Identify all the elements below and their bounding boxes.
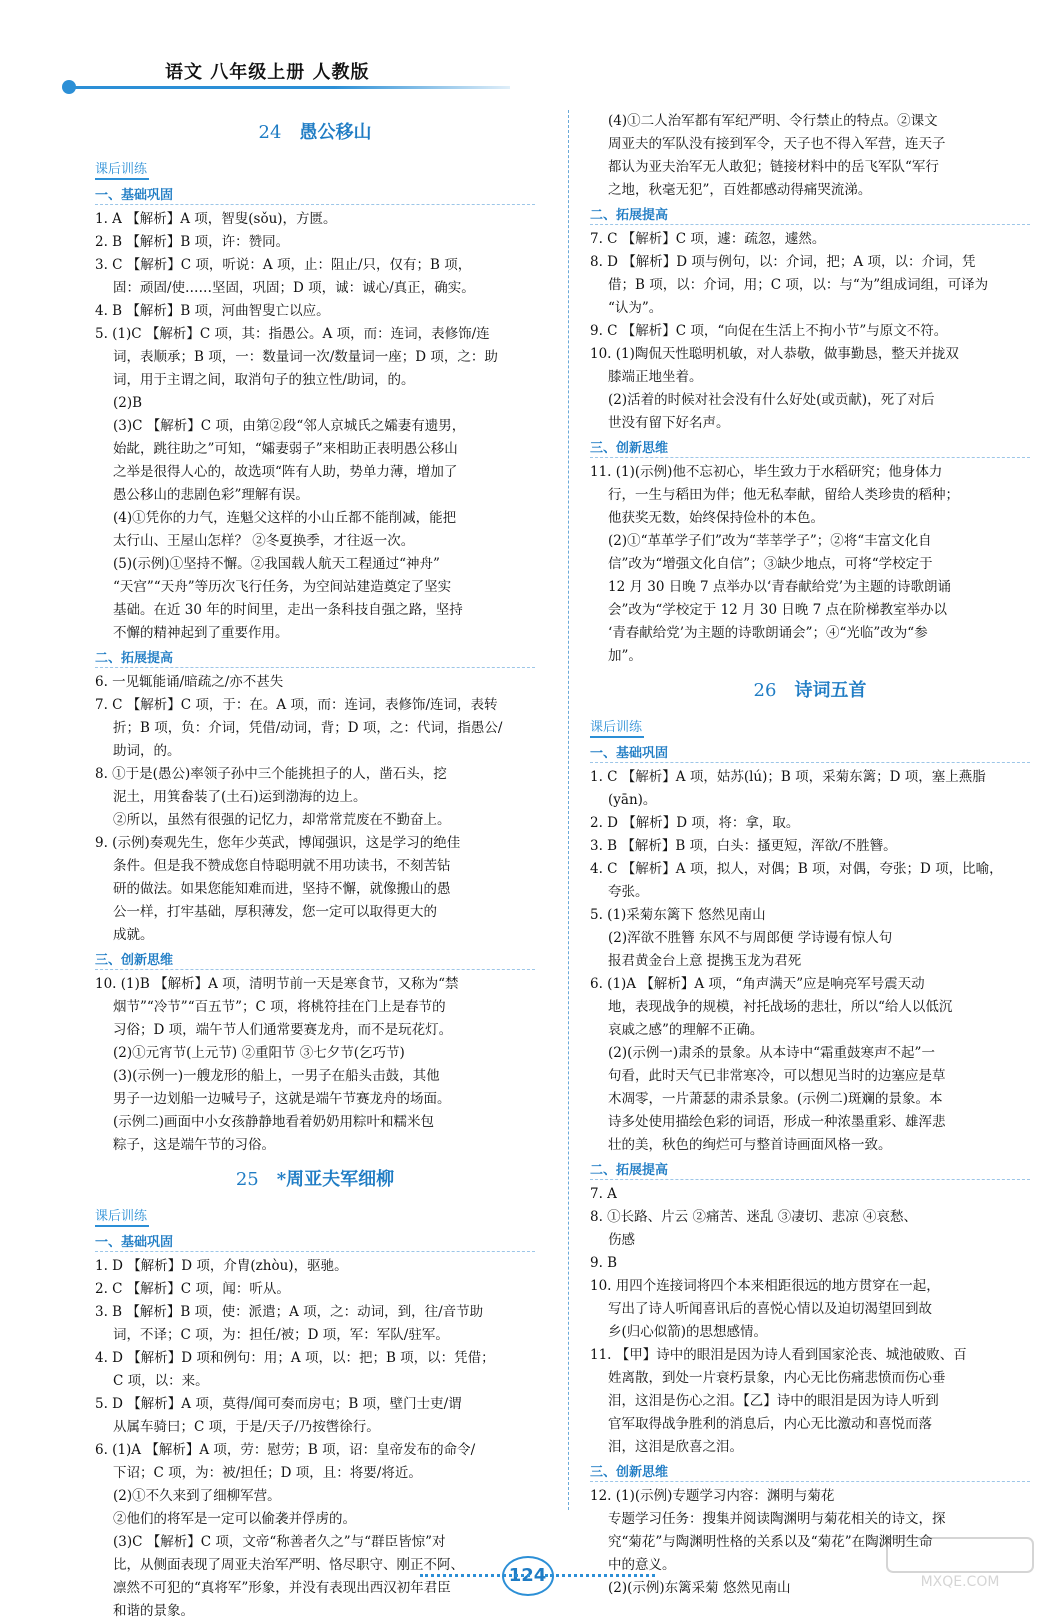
answer-line: 木凋零，一片萧瑟的肃杀景象。(示例二)斑斓的景象。本 xyxy=(608,1091,943,1107)
answer-line: 专题学习任务：搜集并阅读陶渊明与菊花相关的诗文，探 xyxy=(608,1511,946,1527)
answer-line: 从属车骑曰；C 项，于是/天子/乃按辔徐行。 xyxy=(113,1419,380,1435)
answer-line: 地，表现战争的规模，衬托战场的悲壮，所以“给人以低沉 xyxy=(608,999,953,1015)
answer-line: 行，一生与稻田为伴；他无私奉献，留给人类珍贵的稻种； xyxy=(608,487,959,503)
answer-line: 2. C 【解析】C 项，闻：听从。 xyxy=(95,1281,290,1297)
answer-line: 乡(归心似箭)的思想感情。 xyxy=(608,1324,768,1340)
answer-line: 1. A 【解析】A 项，智叟(sǒu)，方匮。 xyxy=(95,211,337,227)
answer-line: 8. D 【解析】D 项与例句，以：介词，把；A 项，以：介词，凭 xyxy=(590,254,976,270)
answer-line: (2)①元宵节(上元节) ②重阳节 ③七夕节(乞巧节) xyxy=(113,1045,405,1061)
section-heading: 三、创新思维 xyxy=(590,437,1030,458)
answer-line: 泪，这泪是伤心之泪。【乙】诗中的眼泪是因为诗人听到 xyxy=(608,1393,939,1409)
answer-block xyxy=(590,461,1030,668)
lesson-25-title: 25 *周亚夫军细柳 xyxy=(235,1169,395,1190)
answer-line: 6. (1)A 【解析】A 项，劳：慰劳；B 项，诏：皇帝发布的命令/ xyxy=(95,1442,476,1458)
answer-line: 5. (1)C 【解析】C 项，其：指愚公。A 项，而：连词，表修饰/连 xyxy=(95,326,490,342)
answer-line: 句看，此时天气已非常寒冷，可以想见当时的边塞应是草 xyxy=(608,1068,946,1084)
answer-line: (4)①二人治军都有军纪严明、令行禁止的特点。②课文 xyxy=(608,113,938,129)
answer-line: 11. (1)(示例)他不忘初心，毕生致力于水稻研究；他身体力 xyxy=(590,464,943,480)
answer-line: 习俗；D 项，端午节人们通常要赛龙舟，而不是玩花灯。 xyxy=(113,1022,453,1038)
answer-line: ‘青春献给党’为主题的诗歌朗诵会”；④“光临”改为“参 xyxy=(608,625,928,641)
answer-line: 词，不译；C 项，为：担任/被；D 项，军：军队/驻军。 xyxy=(113,1327,449,1343)
answer-line: (2)(示例)东篱采菊 悠然见南山 xyxy=(608,1580,791,1596)
answer-line: 成就。 xyxy=(113,927,154,943)
answer-line: C 项，以：来。 xyxy=(113,1373,209,1389)
answer-line: 男子一边划船一边喊号子，这就是端午节赛龙舟的场面。 xyxy=(113,1091,451,1107)
answer-line: 7. A xyxy=(590,1186,617,1202)
answer-line: 泪，这泪是欣喜之泪。 xyxy=(608,1439,743,1455)
answer-line: 研的做法。如果您能知难而进，坚持不懈，就像搬山的愚 xyxy=(113,881,451,897)
column-divider xyxy=(568,110,569,1510)
right-column xyxy=(590,110,1030,1600)
answer-line: 究“菊花”与陶渊明性格的关系以及“菊花”在陶渊明生命 xyxy=(608,1534,933,1550)
exercise-tag: 课后训练 xyxy=(95,1205,149,1227)
answer-line: 信”改为“增强文化自信”；③缺少地点，可将“学校定于 xyxy=(608,556,933,572)
exercise-tag: 课后训练 xyxy=(95,158,149,180)
answer-line: 6. (1)A 【解析】A 项，“角声满天”应是响亮军号震天动 xyxy=(590,976,925,992)
answer-line: 太行山、王屋山怎样？ ②冬夏换季，才往返一次。 xyxy=(113,533,415,549)
footer-dots-right xyxy=(545,1574,655,1577)
answer-line: 基础。在近 30 年的时间里，走出一条科技自强之路，坚持 xyxy=(113,602,463,618)
exercise-tag: 课后训练 xyxy=(590,716,644,738)
answer-line: 哀戚之感”的理解不正确。 xyxy=(608,1022,764,1038)
answer-line: 1. C 【解析】A 项，姑苏(lú)；B 项，采菊东篱；D 项，塞上燕脂 xyxy=(590,769,986,785)
answer-line: (2)B xyxy=(113,395,143,411)
answer-line: 烟节”“冷节”“百五节”；C 项，将桃符挂在门上是春节的 xyxy=(113,999,446,1015)
answer-line: (示例二)画面中小女孩静静地看着奶奶用粽叶和糯米包 xyxy=(113,1114,435,1130)
section-heading: 三、创新思维 xyxy=(95,949,535,970)
answer-line: 夸张。 xyxy=(608,884,649,900)
answer-line: ②他们的将军是一定可以偷袭并俘虏的。 xyxy=(113,1511,356,1527)
answer-line: 词，用于主谓之间，取消句子的独立性/助词，的。 xyxy=(113,372,415,388)
answer-line: 3. C 【解析】C 项，听说：A 项，止：阻止/只，仅有；B 项， xyxy=(95,257,472,273)
answer-line: 粽子，这是端午节的习俗。 xyxy=(113,1137,275,1153)
answer-line: 官军取得战争胜利的消息后，内心无比激动和喜悦而落 xyxy=(608,1416,932,1432)
answer-line: 会”改为“学校定于 12 月 30 日晚 7 点在阶梯教室举办以 xyxy=(608,602,947,618)
answer-line: (2)(示例一)肃杀的景象。从本诗中“霜重鼓寒声不起”一 xyxy=(608,1045,935,1061)
answer-line: 5. (1)采菊东篱下 悠然见南山 xyxy=(590,907,766,923)
lesson-24-title: 24 愚公移山 xyxy=(258,122,372,143)
section-heading: 一、基础巩固 xyxy=(590,742,1030,763)
answer-line: 4. C 【解析】A 项，拟人，对偶；B 项，对偶，夸张；D 项，比喻， xyxy=(590,861,1003,877)
answer-line: (3)(示例一)一艘龙形的船上，一男子在船头击鼓，其他 xyxy=(113,1068,440,1084)
answer-block xyxy=(590,1183,1030,1459)
section-heading: 一、基础巩固 xyxy=(95,184,535,205)
answer-line: (2)①“革革学子们”改为“莘莘学子”；②将“丰富文化自 xyxy=(608,533,932,549)
answer-line: (yān)。 xyxy=(608,792,657,808)
answer-line: 壮的美，秋色的绚烂可与整首诗画面风格一致。 xyxy=(608,1137,892,1153)
answer-line: 1. D 【解析】D 项，介胄(zhòu)，驱驰。 xyxy=(95,1258,348,1274)
answer-line: 始龀，跳往助之”可知，“孀妻弱子”来相助正表明愚公移山 xyxy=(113,441,458,457)
answer-line: 中的意义。 xyxy=(608,1557,676,1573)
answer-line: 9. B xyxy=(590,1255,618,1271)
answer-line: 写出了诗人听闻喜讯后的喜悦心情以及迫切渴望回到故 xyxy=(608,1301,932,1317)
answer-line: 不懈的精神起到了重要作用。 xyxy=(113,625,289,641)
answer-line: 3. B 【解析】B 项，白头：搔更短，浑欲/不胜簪。 xyxy=(590,838,897,854)
answer-line: 12 月 30 日晚 7 点举办以‘青春献给党’为主题的诗歌朗诵 xyxy=(608,579,951,595)
footer-dots-left xyxy=(420,1574,530,1577)
answer-line: 5. D 【解析】A 项，莫得/闻可奏而房屯；B 项，壁门士吏/谓 xyxy=(95,1396,462,1412)
answer-line: 泥土，用箕畚装了(土石)运到渤海的边上。 xyxy=(113,789,367,805)
answer-line: 词，表顺承；B 项，一：数量词一次/数量词一座；D 项，之：助 xyxy=(113,349,498,365)
answer-line: 凛然不可犯的“真将军”形象，并没有表现出西汉初年君臣 xyxy=(113,1580,451,1596)
answer-line: 助词，的。 xyxy=(113,743,181,759)
watermark-logo xyxy=(885,1536,1035,1592)
answer-line: (2)活着的时候对社会没有什么好处(或贡献)，死了对后 xyxy=(608,392,935,408)
answer-line: 之地，秋毫无犯”，百姓都感动得痛哭流涕。 xyxy=(608,182,872,198)
answer-line: (2)浑欲不胜簪 东风不与周郎便 学诗谩有惊人句 xyxy=(608,930,893,946)
answer-line: 之举是很得人心的，故选项“阵有人助，势单力薄，增加了 xyxy=(113,464,458,480)
answer-line: 10. (1)B 【解析】A 项，清明节前一天是寒食节，又称为“禁 xyxy=(95,976,459,992)
answer-line: 6. 一见辄能诵/暗疏之/亦不甚失 xyxy=(95,674,284,690)
section-heading: 二、拓展提高 xyxy=(590,204,1030,225)
page-number: 124 xyxy=(502,1556,554,1596)
answer-block xyxy=(590,110,1030,202)
section-heading: 二、拓展提高 xyxy=(590,1159,1030,1180)
answer-line: 报君黄金台上意 提携玉龙为君死 xyxy=(608,953,802,969)
answer-line: 下诏；C 项，为：被/担任；D 项，且：将要/将近。 xyxy=(113,1465,422,1481)
answer-line: 10. (1)陶侃天性聪明机敏，对人恭敬，做事勤恳，整天并拢双 xyxy=(590,346,959,362)
answer-line: 7. C 【解析】C 项，遽：疏忽，遽然。 xyxy=(590,231,826,247)
answer-line: 8. ①于是(愚公)率领子孙中三个能挑担子的人，凿石头，挖 xyxy=(95,766,447,782)
answer-line: (3)C 【解析】C 项，文帝“称善者久之”与“群臣皆惊”对 xyxy=(113,1534,446,1550)
answer-line: 10. 用四个连接词将四个本来相距很远的地方贯穿在一起， xyxy=(590,1278,940,1294)
watermark-text: MXQE.COM xyxy=(920,1574,1000,1590)
answer-block xyxy=(590,228,1030,435)
answer-line: 诗多处使用描绘色彩的词语，形成一种浓墨重彩、雄浑悲 xyxy=(608,1114,946,1130)
answer-line: (3)C 【解析】C 项，由第②段“邻人京城氏之孀妻有遗男， xyxy=(113,418,466,434)
header-rule xyxy=(70,86,510,89)
answer-line: 4. D 【解析】D 项和例句：用；A 项，以：把；B 项，以：凭借； xyxy=(95,1350,495,1366)
answer-line: 周亚夫的军队没有接到军令，天子也不得入军营，连天子 xyxy=(608,136,946,152)
answer-line: 借；B 项，以：介词，用；C 项，以：与“为”组成词组，可译为 xyxy=(608,277,989,293)
answer-line: 折；B 项，负：介词，凭借/动词，背；D 项，之：代词，指愚公/ xyxy=(113,720,503,736)
answer-line: “认为”。 xyxy=(608,300,663,316)
answer-line: 9. (示例)奏观先生，您年少英武，博闻强识，这是学习的绝佳 xyxy=(95,835,461,851)
left-column xyxy=(95,110,535,1623)
answer-line: “天宫”“天舟”等历次飞行任务，为空间站建造奠定了坚实 xyxy=(113,579,452,595)
answer-line: 12. (1)(示例)专题学习内容：渊明与菊花 xyxy=(590,1488,835,1504)
section-heading: 三、创新思维 xyxy=(590,1461,1030,1482)
answer-line: 11. 【甲】诗中的眼泪是因为诗人看到国家沦丧、城池破败、百 xyxy=(590,1347,967,1363)
answer-line: 都认为亚夫治军无人敢犯；链接材料中的岳飞军队“军行 xyxy=(608,159,939,175)
answer-line: 9. C 【解析】C 项，“向促在生活上不拘小节”与原文不符。 xyxy=(590,323,948,339)
answer-line: 8. ①长路、片云 ②痛苦、迷乱 ③凄切、悲凉 ④哀愁、 xyxy=(590,1209,918,1225)
answer-line: 7. C 【解析】C 项，于：在。A 项，而：连词，表修饰/连词，表转 xyxy=(95,697,498,713)
answer-line: 加”。 xyxy=(608,648,642,664)
answer-line: 4. B 【解析】B 项，河曲智叟亡以应。 xyxy=(95,303,330,319)
answer-line: 姓离散，到处一片衰朽景象，内心无比伤痛悲愤而伤心垂 xyxy=(608,1370,946,1386)
answer-line: 3. B 【解析】B 项，使：派遣；A 项，之：动词，到，往/音节助 xyxy=(95,1304,484,1320)
answer-block xyxy=(95,208,535,645)
answer-line: 2. B 【解析】B 项，许：赞同。 xyxy=(95,234,290,250)
lesson-26-title: 26 诗词五首 xyxy=(753,680,867,701)
answer-line: ②所以，虽然有很强的记忆力，却常常荒废在不勤奋上。 xyxy=(113,812,451,828)
answer-line: 和谐的景象。 xyxy=(113,1603,194,1619)
answer-line: (2)①不久来到了细柳军营。 xyxy=(113,1488,281,1504)
answer-line: (4)①凭你的力气，连魁父这样的小山丘都不能削减，能把 xyxy=(113,510,457,526)
answer-line: 固：顽固/使……坚固，巩固；D 项，诚：诚心/真正，确实。 xyxy=(113,280,475,296)
answer-block xyxy=(95,973,535,1157)
answer-line: 条件。但是我不赞成您自恃聪明就不用功读书，不刻苦钻 xyxy=(113,858,451,874)
answer-line: 公一样，打牢基础，厚积薄发，您一定可以取得更大的 xyxy=(113,904,437,920)
answer-line: 2. D 【解析】D 项，将：拿，取。 xyxy=(590,815,800,831)
book-title: 语文 八年级上册 人教版 xyxy=(165,62,370,83)
answer-line: 他获奖无数，始终保持俭朴的本色。 xyxy=(608,510,824,526)
answer-block xyxy=(95,671,535,947)
section-heading: 一、基础巩固 xyxy=(95,1231,535,1252)
answer-line: 膝端正地坐着。 xyxy=(608,369,703,385)
answer-line: 伤感 xyxy=(608,1232,635,1248)
answer-line: 比，从侧面表现了周亚夫治军严明、恪尽职守、刚正不阿、 xyxy=(113,1557,464,1573)
answer-block xyxy=(590,766,1030,1157)
section-heading: 二、拓展提高 xyxy=(95,647,535,668)
answer-line: 愚公移山的悲剧色彩”理解有误。 xyxy=(113,487,309,503)
answer-line: 世没有留下好名声。 xyxy=(608,415,730,431)
answer-line: (5)(示例)①坚持不懈。②我国载人航天工程通过“神舟” xyxy=(113,556,440,572)
